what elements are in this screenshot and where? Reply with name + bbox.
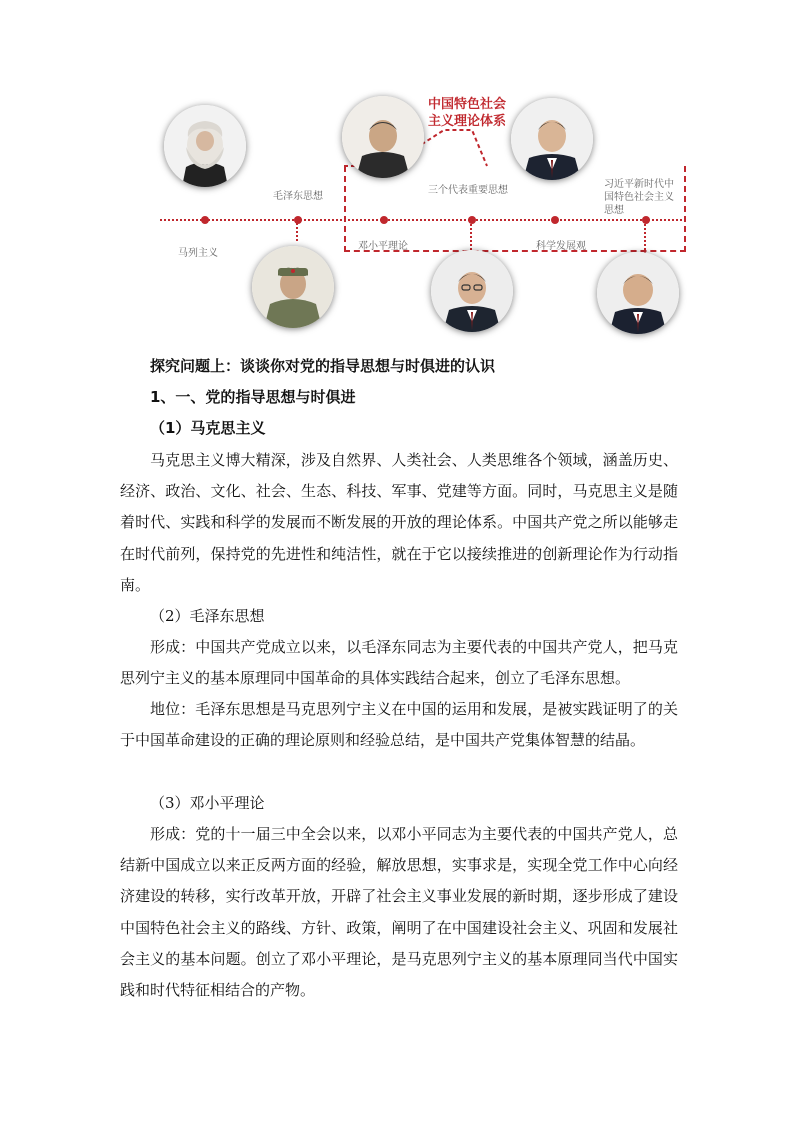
paragraph-deng-formation: 形成：党的十一届三中全会以来，以邓小平同志为主要代表的中国共产党人，总结新中国成立以来正反两方面的经验，解放思想，实事求是，实现全党工作中心向经济建设的转移，实行改革开放，开辟了社会主义事业发展的新时期，逐步形成了建设中国特色社会主义的路线、方针、政策，阐明了在中国建设社会主义、巩固和发展社会主义的基本问题。创立了邓小平理论，是马克思列宁主义的基本原理同当代中国实践和时代特征相结合的产物。	[120, 825, 678, 1000]
timeline-axis	[160, 219, 682, 221]
label-maoliezhuyi: 马列主义	[178, 248, 218, 259]
section-heading-1: 1、一、党的指导思想与时俱进	[150, 388, 356, 406]
cst-label-line2: 主义理论体系	[428, 114, 507, 129]
portrait-mao	[252, 246, 334, 328]
subheading-marxism: （1）马克思主义	[150, 419, 266, 437]
timeline-dot	[551, 216, 559, 224]
paragraph-mao-status: 地位：毛泽东思想是马克思列宁主义在中国的运用和发展，是被实践证明了的关于中国革命建设的正确的理论原则和经验总结，是中国共产党集体智慧的结晶。	[120, 700, 678, 750]
timeline-dot	[642, 216, 650, 224]
portrait-hu	[511, 98, 593, 180]
timeline-dot	[294, 216, 302, 224]
timeline-tick	[470, 219, 472, 254]
subheading-dengxiaoping: （3）邓小平理论	[150, 794, 265, 812]
portrait-deng	[342, 96, 424, 178]
timeline-tick	[644, 219, 646, 254]
label-dengxiaoping: 邓小平理论	[358, 241, 408, 252]
cst-label	[428, 96, 506, 130]
label-sangedaibiao: 三个代表重要思想	[428, 185, 508, 196]
question-title: 探究问题上：谈谈你对党的指导思想与时俱进的认识	[150, 357, 496, 375]
timeline-dot	[201, 216, 209, 224]
paragraph-mao-formation: 形成：中国共产党成立以来，以毛泽东同志为主要代表的中国共产党人，把马克思列宁主义的基本原理同中国革命的具体实践结合起来，创立了毛泽东思想。	[120, 638, 678, 688]
portrait-marx	[164, 105, 246, 187]
timeline-dot	[380, 216, 388, 224]
label-xijinping: 习近平新时代中 国特色社会主义 思想	[604, 179, 674, 216]
subheading-maozedong: （2）毛泽东思想	[150, 607, 265, 625]
paragraph-marxism: 马克思主义博大精深，涉及自然界、人类社会、人类思维各个领域，涵盖历史、经济、政治、文化、社会、生态、科技、军事、党建等方面。同时，马克思主义是随着时代、实践和科学的发展而不断发展的开放的理论体系。中国共产党之所以能够走在时代前列，保持党的先进性和纯洁性，就在于它以接续推进的创新理论作为行动指南。	[120, 451, 678, 594]
portrait-jiang	[431, 250, 513, 332]
portrait-xi	[597, 252, 679, 334]
timeline-dot	[468, 216, 476, 224]
label-maozedong: 毛泽东思想	[273, 191, 323, 202]
label-kexuefazhanguan: 科学发展观	[536, 241, 586, 252]
cst-label-line1: 中国特色社会	[428, 97, 507, 112]
